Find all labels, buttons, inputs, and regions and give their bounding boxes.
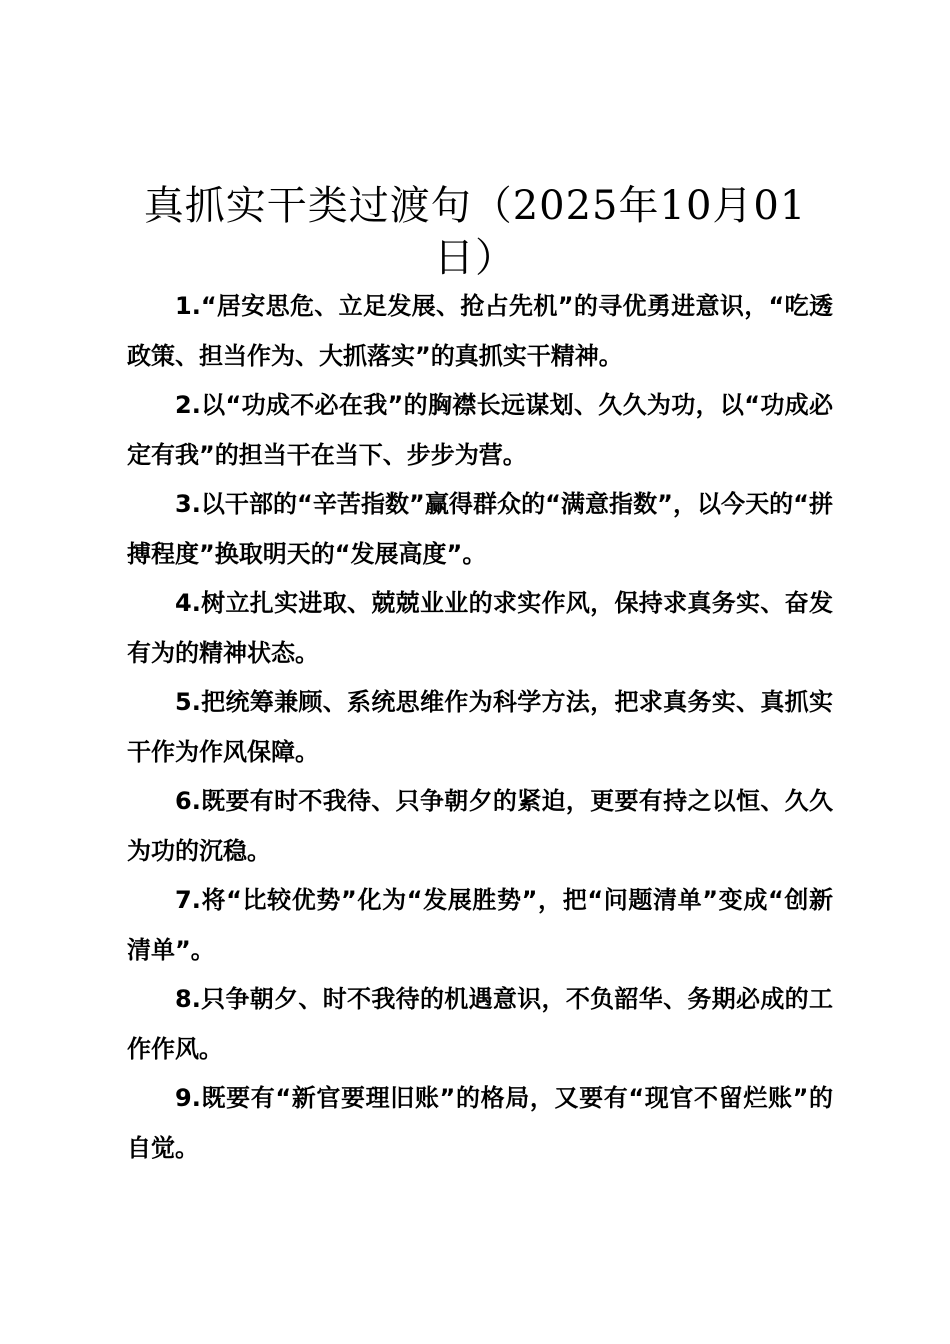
- page-title: 真抓实干类过渡句（2025年10月01日）: [143, 183, 807, 281]
- paragraph-1: 1.“居安思危、立足发展、抢占先机”的寻优勇进意识，“吃透政策、担当作为、大抓落实”的真抓实干精神。: [127, 292, 833, 370]
- paragraph-5: 5.把统筹兼顾、系统思维作为科学方法，把求真务实、真抓实干作为作风保障。: [127, 688, 833, 766]
- paragraph-8: 8.只争朝夕、时不我待的机遇意识，不负韶华、务期必成的工作作风。: [127, 985, 833, 1063]
- document-body: [127, 282, 833, 1173]
- paragraph-9: 9.既要有“新官要理旧账”的格局，又要有“现官不留烂账”的自觉。: [127, 1084, 833, 1162]
- paragraph-7: 7.将“比较优势”化为“发展胜势”，把“问题清单”变成“创新清单”。: [127, 886, 833, 964]
- paragraph-3: 3.以干部的“辛苦指数”赢得群众的“满意指数”，以今天的“拼搏程度”换取明天的“发展高度”。: [127, 490, 833, 568]
- paragraph-6: 6.既要有时不我待、只争朝夕的紧迫，更要有持之以恒、久久为功的沉稳。: [127, 787, 833, 865]
- paragraph-4: 4.树立扎实进取、兢兢业业的求实作风，保持求真务实、奋发有为的精神状态。: [127, 589, 833, 667]
- paragraph-2: 2.以“功成不必在我”的胸襟长远谋划、久久为功，以“功成必定有我”的担当干在当下、步步为营。: [127, 391, 833, 469]
